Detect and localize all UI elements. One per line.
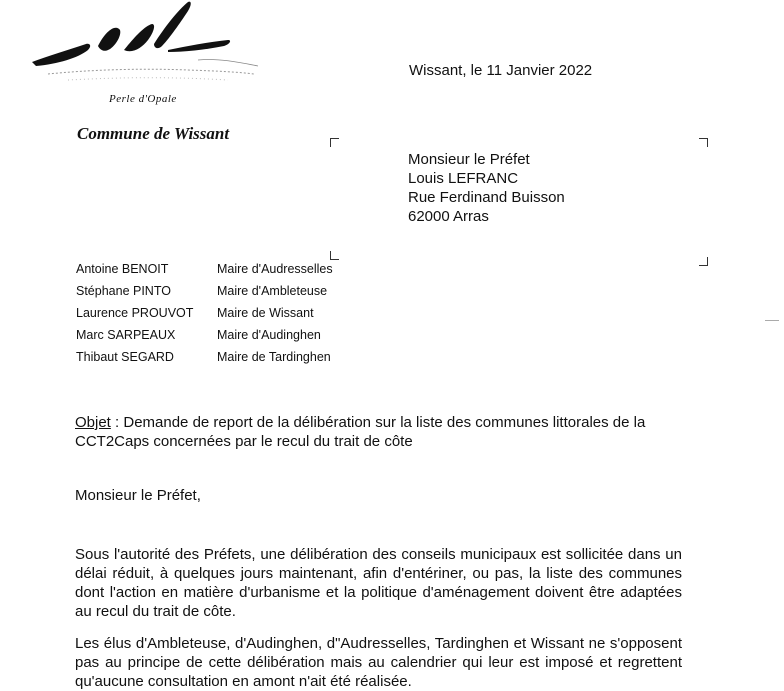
salutation: Monsieur le Préfet, <box>75 487 201 504</box>
recipient-line: Rue Ferdinand Buisson <box>408 189 565 206</box>
signatory-name: Antoine BENOIT <box>76 262 169 276</box>
recipient-line: Louis LEFRANC <box>408 170 519 187</box>
subject-label: Objet <box>75 414 111 431</box>
commune-logo <box>28 0 268 92</box>
window-mark-top-right <box>699 138 708 147</box>
window-mark-bottom-left <box>330 251 339 260</box>
body-paragraph: Sous l'autorité des Préfets, une délibération des conseils municipaux est sollicitée dans un délai réduit, à quelques jours maintenant, afin d'entériner, ou pas, la liste des communes dont l'action en matière d'urbanisme et la politique d'aménagement doivent être adaptées au recul du trait de côte. <box>75 546 682 620</box>
window-mark-bottom-right <box>699 257 708 266</box>
signatory-role: Maire d'Audresselles <box>217 262 333 276</box>
signatory-name: Thibaut SEGARD <box>76 350 174 364</box>
recipient-line: 62000 Arras <box>408 208 489 225</box>
date-line: Wissant, le 11 Janvier 2022 <box>409 62 593 79</box>
signatory-role: Maire de Wissant <box>217 306 314 320</box>
fold-mark <box>765 320 779 321</box>
window-mark-top-left <box>330 138 339 147</box>
signatory-role: Maire de Tardinghen <box>217 350 331 364</box>
subject-text: : Demande de report de la délibération sur la liste des communes littorales de la CCT2Caps concernées par le recul du trait de côte <box>75 414 646 450</box>
recipient-address <box>408 150 565 226</box>
signatory-name: Laurence PROUVOT <box>76 306 194 320</box>
signatory-name: Stéphane PINTO <box>76 284 171 298</box>
signatory-role: Maire d'Audinghen <box>217 328 321 342</box>
subject-line <box>75 413 675 451</box>
signatory-role: Maire d'Ambleteuse <box>217 284 328 298</box>
recipient-line: Monsieur le Préfet <box>408 151 530 168</box>
commune-name: Commune de Wissant <box>77 124 230 143</box>
commune-tagline: Perle d'Opale <box>109 93 177 105</box>
body-paragraph: Les élus d'Ambleteuse, d'Audinghen, d"Audresselles, Tardinghen et Wissant ne s'opposent pas au principe de cette délibération mais au calendrier qui leur est imposé et regrettent qu'aucune consultation en amont n'ait été réalisée. <box>75 635 682 690</box>
signatory-name: Marc SARPEAUX <box>76 328 176 342</box>
